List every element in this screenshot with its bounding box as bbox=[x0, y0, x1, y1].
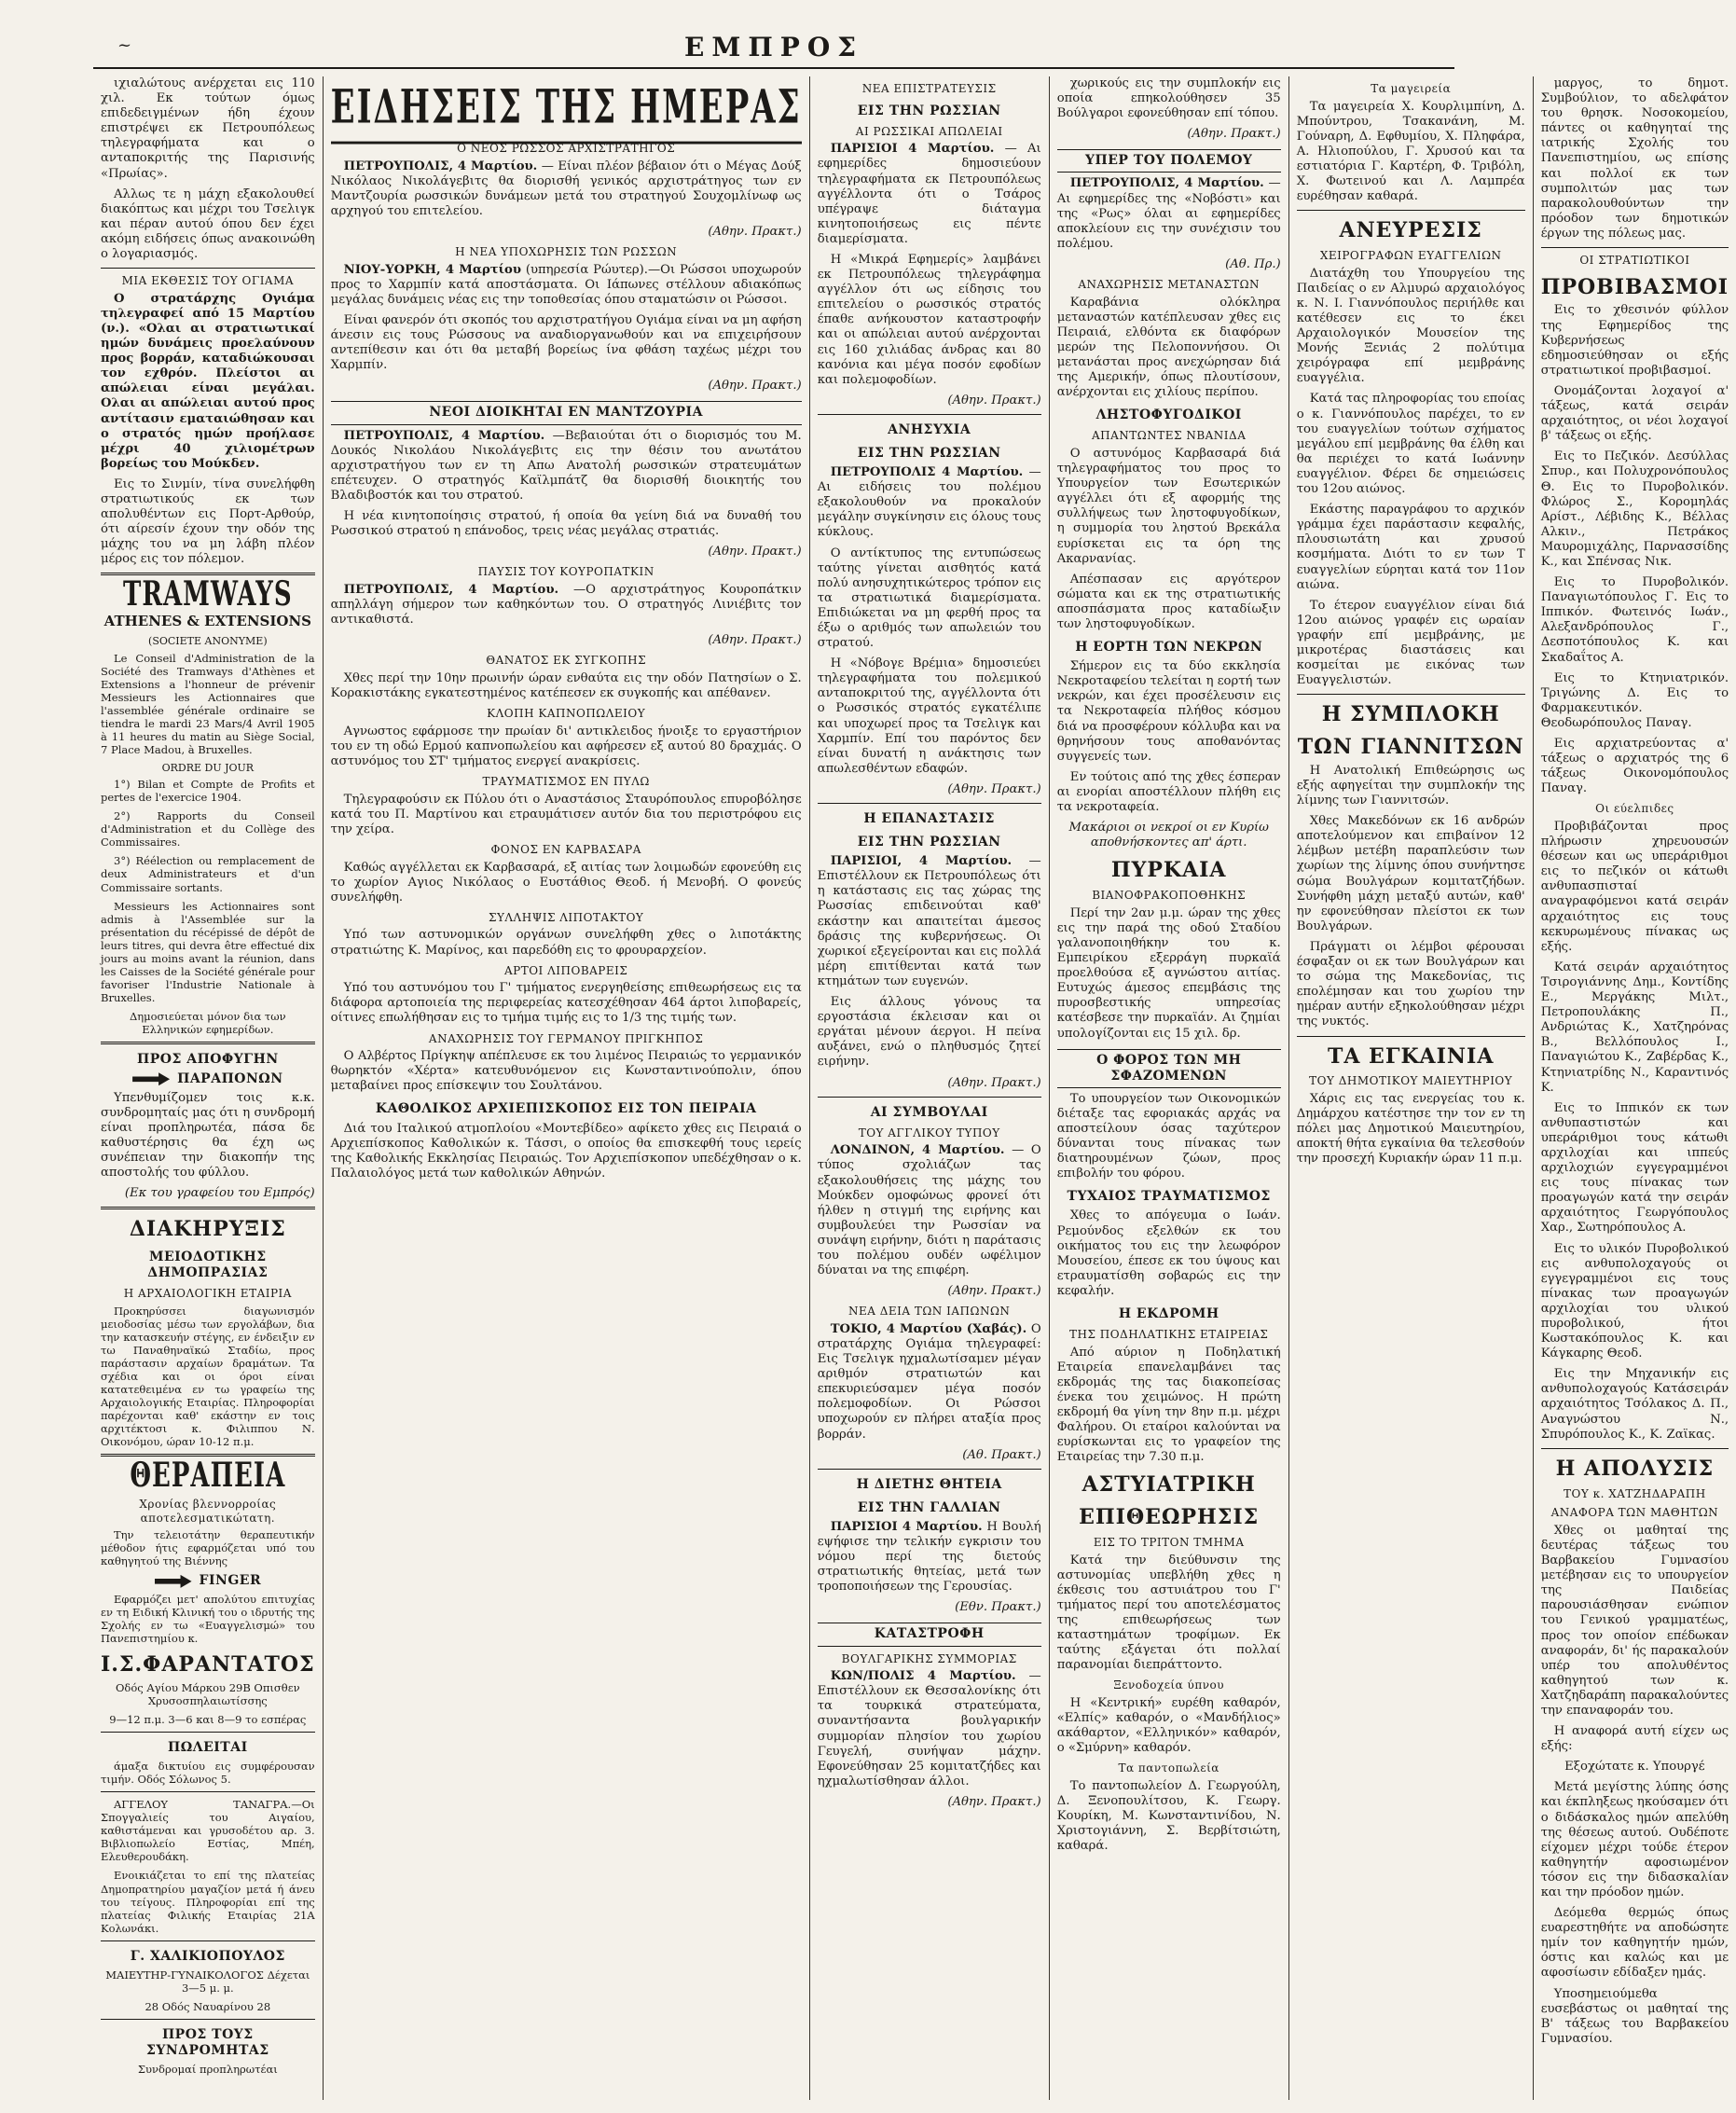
article-text: Προβιβάζονται προς πλήρωσιν χηρευουσών θέσεων και ως υπεράριθμοι εις το πεζικόν οι κάτωθι ανθυπασπισταί αναγραφόμενοι κατά σειράν αρχαιότητος εις τους κεκυρωμένους πίνακας ως εξής. bbox=[1540, 820, 1729, 954]
news-banner: ΕΙΔΗΣΕΙΣ ΤΗΣ ΗΜΕΡΑΣ bbox=[331, 76, 802, 145]
article-text: Χθες περί την 10ην πρωινήν ώραν ενθαύτα εις την οδόν Πατησίων ο Σ. Κορακιστάκης εγκατεστημένος κατέπεσεν εκ συγκοπής και απέθανεν. bbox=[330, 670, 802, 701]
headline: ΑΙ ΡΩΣΣΙΚΑΙ ΑΠΩΛΕΙΑΙ bbox=[855, 124, 1003, 138]
headline: ΜΕΙΟΔΟΤΙΚΗΣ ΔΗΜΟΠΡΑΣΙΑΣ bbox=[147, 1250, 269, 1281]
column-1 bbox=[93, 76, 323, 2100]
headline: ΠΥΡΚΑΙΑ bbox=[1110, 858, 1227, 883]
article-text: — Ο τύπος σχολιάζων τας εξακολουθήσεις της μάχης του Μούκδεν ομοφώνως φρονεί ότι ήλθεν η στιγμή της ειρήνης και συμβουλεύει την Ρωσσίαν να συνάψη ειρήνην, διότι η παράτασις του πολέμου ουδέν ωφέλιμον δύναται να της επιφέρη. bbox=[817, 1143, 1041, 1278]
article-text: — Αι εφημερίδες της «Νοβόστι» και της «Ρως» όλαι αι εφημερίδες αποκλείουν εις την συνέχισιν του πολέμου. bbox=[1056, 176, 1281, 251]
tramways-item: 3°) Réélection ou remplacement de deux Administrateurs et d'un Commissaire sortants. bbox=[101, 854, 315, 894]
article-text: Από αύριον η Ποδηλατική Εταιρεία επανελαμβάνει τας εκδρομάς της τας διακοπείσας ένεκα του χειμώνος. Η πρώτη εκδρομή θα γίνη την 8ην π.μ. μέχρι Φαλήρου. Οι εταίροι καλούνται να ευρίσκωνται εις το γραφείον της Εταιρείας την 7.30 π.μ. bbox=[1056, 1345, 1281, 1465]
article-text: Εις το υλικόν Πυροβολικού εις ανθυπολοχαγούς οι εγγεγραμμένοι εις τους πίνακας των προαγωγών αρχιλοχίαι του υλικού πυροβολικού, ήτοι Κωστακόπουλος Κ. και Κάγκαρης Θεοδ. bbox=[1540, 1241, 1729, 1361]
headline: Γ. ΧΑΛΙΚΙΟΠΟΥΛΟΣ bbox=[130, 1948, 285, 1964]
dateline: ΤΟΚΙΟ, 4 Μαρτίου (Χαβάς). bbox=[830, 1321, 1027, 1336]
headline: ΝΕΑ ΔΕΙΑ ΤΩΝ ΙΑΠΩΝΩΝ bbox=[847, 1305, 1011, 1319]
doctor-hours: 9—12 π.μ. 3—6 και 8—9 το εσπέρας bbox=[109, 1713, 307, 1727]
headline: Η ΑΡΧΑΙΟΛΟΓΙΚΗ ΕΤΑΙΡΙΑ bbox=[123, 1287, 292, 1301]
doctor-address: Οδός Αγίου Μάρκου 29Β Οπισθεν Χρυσοσπηλαιωτίσσης bbox=[116, 1681, 300, 1708]
article-text: Χθες το απόγευμα ο Ιωάν. Ρεμούνδος εξελθών εκ του οικήματος του εις την λεωφόρον Μουσείου, έπεσε εκ του ύψους και ετραυματίσθη σοβαρώς εις την κεφαλήν. bbox=[1056, 1208, 1281, 1298]
headline: FINGER bbox=[199, 1573, 262, 1589]
article-text: Ο αντίκτυπος της εντυπώσεως ταύτης γίνεται αισθητός κατά πολύ ανησυχητικώτερος τρόπον εις τα στρατιωτικά διαμερίσματα. Επιδιώκεται να μη φερθή προς τα έξω ο αριθμός των απωλειών του στρατού. bbox=[817, 546, 1041, 651]
headline: ΝΕΟΙ ΔΙΟΙΚΗΤΑΙ ΕΝ ΜΑΝΤΖΟΥΡΙΑ bbox=[331, 401, 802, 424]
headline: ΕΠΙΘΕΩΡΗΣΙΣ bbox=[1079, 1505, 1260, 1530]
headline: Η ΣΥΜΠΛΟΚΗ bbox=[1321, 702, 1500, 727]
dateline: ΠΕΤΡΟΥΠΟΛΙΣ, 4 Μαρτίου. bbox=[1069, 176, 1264, 191]
headline: ΕΙΣ ΤΗΝ ΓΑΛΛΙΑΝ bbox=[857, 1499, 1001, 1515]
subheadline: Οι εύελπιδες bbox=[1595, 802, 1674, 816]
source-tag: (Αθην. Πρακτ.) bbox=[708, 379, 802, 394]
source-tag: (Αθ. Πρ.) bbox=[1225, 256, 1281, 271]
subheadline: Τα μαγειρεία bbox=[1371, 82, 1452, 95]
dateline: ΠΑΡΙΣΙΟΙ 4 Μαρτίου. bbox=[830, 142, 995, 157]
article-text: Χθες Μακεδόνων εκ 16 ανδρών αποτελούμενον και επιβαίνον 12 λέμβων μετέβη παραπλεύσιν των χωρίων της λίμνης όπου συνήντησε σώμα Βουλγάρων κομιτατζήδων. Συνήφθη μάχη μεταξύ αυτών, καθ' ην εφονεύθησαν πλείστοι εκ των Βουλγάρων. bbox=[1296, 814, 1525, 933]
article-text: Η Ανατολική Επιθεώρησις ως εξής αφηγείται την συμπλοκήν της λίμνης των Γιαννιτσών. bbox=[1296, 763, 1525, 808]
column-5 bbox=[1288, 76, 1533, 2100]
divider bbox=[818, 1469, 1041, 1470]
article-text: άμαξα δικτυίου εις συμφέρουσαν τιμήν. Οδός Σόλωνος 5. bbox=[101, 1760, 315, 1787]
source-tag: (Αθην. Πρακτ.) bbox=[947, 1075, 1041, 1090]
article-text: (υπηρεσία Ρώυτερ).—Οι Ρώσσοι υποχωρούν προς το Χαρμπίν κατά αποστάσματα. Οι Ιάπωνες στέλλουν αδιακόπως μεγάλας δυνάμεις νέας εις την τοποθεσίας όπου σταματώσιν οι Ρώσσοι. bbox=[330, 262, 802, 307]
article-quote: Μακάριοι οι νεκροί οι εν Κυρίω αποθνήσκοντες απ' άρτι. bbox=[1068, 821, 1269, 850]
article-text: Περί την 2αν μ.μ. ώραν της χθες εις την παρά της οδού Σταδίου γαλανοποιηθήκην του κ. Εμπειρίκου εξερράγη πυρκαϊά προελθούσα εξ αγνώστου αιτίας. Ευτυχώς άμεσος επεμβάσις της πυροσβεστικής υπηρεσίας κατέσβεσε την πυρκαϊάν. Αι ζημίαι υπολογίζονται εις 15 χιλ. δρ. bbox=[1056, 905, 1281, 1041]
column-4 bbox=[1049, 76, 1288, 2100]
headline: Η ΔΙΕΤΗΣ ΘΗΤΕΙΑ bbox=[856, 1476, 1002, 1492]
headline: ΤΑ ΕΓΚΑΙΝΙΑ bbox=[1327, 1043, 1495, 1069]
dateline: ΠΕΤΡΟΥΠΟΛΙΣ, 4 Μαρτίου. bbox=[343, 428, 545, 443]
article-text: Διά του Ιταλικού ατμοπλοίου «Μοντεβίδεο» αφίκετο χθες εις Πειραιά ο Αρχιεπίσκοπος Καθολικών κ. Τάσσι, ο οποίος θα επισκεφθή τους ιερείς της Καθολικής Εκκλησίας Πειραιώς. Τον Αρχιεπίσκοπον υπεδέχθησαν ο κ. Παλαιολόγος μετά των καθολικών Αθηνών. bbox=[330, 1121, 802, 1181]
article-text: Η αναφορά αυτή είχεν ως εξής: bbox=[1540, 1724, 1729, 1754]
divider bbox=[818, 414, 1041, 415]
headline: ΤΥΧΑΙΟΣ ΤΡΑΥΜΑΤΙΣΜΟΣ bbox=[1067, 1189, 1271, 1205]
tramways-item: 1°) Bilan et Compte de Profits et pertes de l'exercice 1904. bbox=[101, 778, 315, 805]
divider bbox=[101, 1042, 315, 1044]
article-text: χωρικούς εις την συμπλοκήν εις οποία επηκολούθησεν 35 Βούλγαροι εφονεύθησαν επί τόπου. bbox=[1056, 76, 1281, 121]
headline: ΕΙΣ ΤΗΝ ΡΩΣΣΙΑΝ bbox=[857, 103, 1001, 118]
pointing-hand-icon bbox=[132, 1072, 170, 1085]
headline: ΟΙ ΣΤΡΑΤΙΩΤΙΚΟΙ bbox=[1579, 254, 1690, 268]
divider bbox=[101, 1207, 315, 1209]
article-text: Χθες οι μαθηταί της δευτέρας τάξεως του Βαρβακείου Γυμνασίου μετέβησαν εις το υπουργείον της Παιδείας παρουσιάσθησαν ενώπιον του Γενικού γραμματέως, προς τον οποίον επέδωκαν αναφοράν, δι' ής παρακαλούν υπέρ του απολυθέντος καθηγητού των κ. Χατζηδαράπη παρακαλούντες την επαναφοράν του. bbox=[1540, 1523, 1729, 1718]
headline: Η ΕΟΡΤΗ ΤΩΝ ΝΕΚΡΩΝ bbox=[1075, 640, 1263, 656]
source-tag: (Αθην. Πρακτ.) bbox=[947, 393, 1041, 407]
headline: ΤΟΥ ΑΓΓΛΙΚΟΥ ΤΥΠΟΥ bbox=[858, 1126, 1000, 1139]
article-text: Πράγματι οι λέμβοι φέρουσαι έσφαξαν οι εκ των Βουλγάρων και το σώμα της Μακεδονίας, τις επολέμησαν και του χωρίου την ημέραν αυτήν εξηκολούθησαν μέχρι της νυκτός. bbox=[1296, 939, 1525, 1029]
headline: ΥΠΕΡ ΤΟΥ ΠΟΛΕΜΟΥ bbox=[1057, 149, 1281, 173]
subheadline: Τα παντοπωλεία bbox=[1118, 1761, 1219, 1775]
headline: ΘΑΝΑΤΟΣ ΕΚ ΣΥΓΚΟΠΗΣ bbox=[486, 654, 647, 668]
article-text: —Ο αρχιστράτηγος Κουροπάτκιν απηλλάγη σήμερον των καθηκόντων του. Ο στρατηγός Λινιέβιτς τον αντικαθιστά. bbox=[330, 582, 802, 628]
tramways-title: TRAMWAYS bbox=[122, 575, 293, 615]
article-text: Είναι φανερόν ότι σκοπός του αρχιστρατήγου Ογιάμα είναι να μη αφήση άνεσιν εις τους Ρώσσους να αναδιοργανωθούν και να επιχειρήσουν αντεπίθεσιν και ότι θα μεταβή βορείως ίνα φθάση ταχέως μέχρι του Χαρμπίν. bbox=[330, 313, 802, 373]
headline: ΒΙΑΝΟΦΡΑΚΟΠΟΘΗΚΗΣ bbox=[1092, 889, 1247, 903]
article-text: Κατά την διεύθυνσιν της αστυνομίας υπεβλήθη χθες η έκθεσις του αστυιάτρου του Γ' τμήματος περί του αποτελέσματος της επιθεωρήσεως των καταστημάτων τροφίμων. Εκ ταύτης εξάγεται ότι πολλαί παρανομίαι διεπράττοντο. bbox=[1056, 1553, 1281, 1673]
headline: ΤΟΥ κ. ΧΑΤΖΗΔΑΡΑΠΗ bbox=[1564, 1486, 1706, 1500]
headline: ΒΟΥΛΓΑΡΙΚΗΣ ΣΥΜΜΟΡΙΑΣ bbox=[841, 1651, 1017, 1665]
headline: ΑΝΑΧΩΡΗΣΙΣ ΤΟΥ ΓΕΡΜΑΝΟΥ ΠΡΙΓΚΗΠΟΣ bbox=[428, 1031, 704, 1045]
headline: ΠΩΛΕΙΤΑΙ bbox=[168, 1740, 248, 1756]
headline: ΕΙΣ ΤΗΝ ΡΩΣΣΙΑΝ bbox=[857, 835, 1001, 850]
article-text: μαργος, το δημοτ. Συμβούλιον, το αδελφάτον του θρησκ. Νοσοκομείου, πάντες οι καθηγηταί της ιατρικής Σχολής του Πανεπιστημίου, ως επίσης και πολλοί εκ των συμπολιτών μας των παρακολουθούντων την πρόοδον των δημοτικών έργων της πόλεως μας. bbox=[1540, 76, 1729, 241]
dateline: ΠΑΡΙΣΙΟΙ, 4 Μαρτίου. bbox=[830, 854, 1013, 869]
headline: ΜΙΑ ΕΚΘΕΣΙΣ ΤΟΥ ΟΓΙΑΜΑ bbox=[121, 274, 295, 288]
headline: ΠΡΟΒΙΒΑΣΜΟΙ bbox=[1540, 274, 1729, 299]
article-text: — Αι εφημερίδες δημοσιεύουν τηλεγραφήματα εκ Πετρουπόλεως αγγέλλοντα ότι ο Τσάρος υπέγραψε διάταγμα κινητοποιήσεως εις πέντε διαμερίσματα. bbox=[817, 142, 1041, 246]
tramways-sign: Δημοσιεύεται μόνον δια των Ελληνικών εφημερίδων. bbox=[129, 1009, 286, 1036]
divider bbox=[1297, 1036, 1525, 1037]
article-text: Εις το Πυροβολικόν. Παναγιωτόπουλος Γ. Εις το Ιππικόν. Φωτεινός Ιωάν., Αλεξανδρόπουλος Γ., Δεσποτόπουλος Κ. και Σκαδαΐτος Α. bbox=[1540, 575, 1729, 665]
article-text: Η «Μικρά Εφημερίς» λαμβάνει εκ Πετρουπόλεως τηλεγράφημα αγγέλλον ότι ως είδησις του επιτελείου ο ρωσσικός στρατός έπαθε ανήκουστον καταστροφήν και οι απώλειαι αυτού ανέρχονται εις 160 χιλιάδας άνδρας και 80 κανόνια και μέγα ποσόν εφοδίων και πολεμοφοδίων. bbox=[817, 252, 1041, 387]
divider bbox=[1297, 694, 1525, 695]
article-text: Διατάχθη του Υπουργείου της Παιδείας ο εν Αλμυρώ αρχαιολόγος κ. Ν. Ι. Γιαννόπουλος περιήλθε και κατέθεσεν εις το έκει Αρχαιολογικόν Μουσείον της Μονής Ξενιάς 2 πολύτιμα χειρόγραφα επί μεμβράνης ευαγγέλια. bbox=[1296, 266, 1525, 386]
article-text: ΜΑΙΕΥΤΗΡ-ΓΥΝΑΙΚΟΛΟΓΟΣ Δέχεται 3—5 μ. μ. bbox=[105, 1968, 310, 1995]
headline: Η ΕΠΑΝΑΣΤΑΣΙΣ bbox=[863, 811, 995, 827]
headline: ΤΗΣ ΠΟΔΗΛΑΤΙΚΗΣ ΕΤΑΙΡΕΙΑΣ bbox=[1068, 1328, 1269, 1342]
tramways-subtitle: ATHENES & EXTENSIONS bbox=[103, 613, 312, 630]
source-tag: (Αθην. Πρακτ.) bbox=[708, 633, 802, 648]
article-text: Συνδρομαί προπληρωτέαι bbox=[137, 2062, 278, 2076]
article-text: Απέσπασαν εις αργότερον σώματα και εκ της στρατιωτικής αποσπάσματα προς καταδίωξιν των ληστοφυγοδίκων. bbox=[1056, 572, 1281, 632]
dateline: ΠΕΤΡΟΥΠΟΛΙΣ 4 Μαρτίου. bbox=[830, 465, 1024, 480]
source-tag: (Αθην. Πρακτ.) bbox=[947, 1284, 1041, 1299]
source-tag: (Αθ. Πρακτ.) bbox=[962, 1447, 1041, 1462]
article-text: Ενοικιάζεται το επί της πλατείας Δημοπρατηρίου μαγαζίον μετά ή άνευ του τείγους. Πληροφορίαι επί της πλατείας Φιλικής Εταιρίας 21Α Κολωνάκι. bbox=[101, 1869, 315, 1935]
article-text: Δεόμεθα θερμώς όπως ευαρεστηθήτε να αποδώσητε ημίν τον καθηγητήν ημών, όστις και καλώς και με αφοσίωσιν εδίδαξεν ημάς. bbox=[1540, 1906, 1729, 1981]
source-tag: (Εθν. Πρακτ.) bbox=[955, 1600, 1041, 1615]
divider bbox=[101, 1791, 315, 1792]
article-text: Ο Αλβέρτος Πρίγκηψ απέπλευσε εκ του λιμένος Πειραιώς το γερμανικόν θωρηκτόν «Χέρτα» κατευθυνόμενον εις Κωνσταντινούπολιν, όπου μεταβαίνει προς επίσκεψιν του Σουλτάνου. bbox=[330, 1049, 802, 1094]
tramways-item: 2°) Rapports du Conseil d'Administration et du Collège des Commissaires. bbox=[101, 809, 315, 849]
headline: Χρονίας βλεννορροίας αποτελεσματικώτατη. bbox=[139, 1497, 277, 1525]
headline: ΣΥΛΛΗΨΙΣ ΛΙΠΟΤΑΚΤΟΥ bbox=[488, 910, 644, 924]
article-text: Εξοχώτατε κ. Υπουργέ bbox=[1564, 1760, 1705, 1775]
article-text: Εις το Πεζικόν. Δεσύλλας Σπυρ., και Πολυχρονόπουλος Θ. Εις το Πυροβολικόν. Φλώρος Σ., Κορομηλάς Αρίστ., Λέβιδης Κ., Βέλλας Αλκιν., Πετράκος Μαυρομιχάλης, Παρνασσίδης Κ., και Σπένσας Νικ. bbox=[1540, 449, 1729, 569]
headline: ΑΠΑΝΤΩΝΤΕΣ ΝΒΑΝΙΔΑ bbox=[1092, 429, 1247, 443]
article-text: Εν τούτοις από της χθες έσπεραν αι ενορίαι αποστέλλουν πλήθη εις τα νεκροταφεία. bbox=[1056, 769, 1281, 815]
dateline: ΠΑΡΙΣΙΟΙ 4 Μαρτίου. bbox=[830, 1519, 983, 1534]
pointing-hand-icon bbox=[155, 1575, 192, 1588]
headline: ΝΕΑ ΕΠΙΣΤΡΑΤΕΥΣΙΣ bbox=[861, 82, 997, 95]
article-text: Υπό του αστυνόμου του Γ' τμήματος ενεργηθείσης επιθεωρήσεως εις τα διάφορα αρτοποιεία της περιφερείας κατεσχέθησαν 464 άρτοι λιποβαρείς, οίτινες επωλήθησαν εις το τμήμα τιμής εις το 1/3 της τιμής των. bbox=[330, 981, 802, 1026]
headline: Ο ΝΕΟΣ ΡΩΣΣΟΣ ΑΡΧΙΣΤΡΑΤΗΓΟΣ bbox=[457, 142, 676, 155]
tramways-order: ORDRE DU JOUR bbox=[161, 761, 255, 774]
article-text: —Επιστέλλουν εκ Πετρουπόλεως ότι η κατάστασις εις τας χώρας της Ρωσσίας επιδεινούται καθ' εκάστην και απαιτείται άμεσος δράσις της κυβερνήσεως. Οι χωρικοί εξεγείρονται και εις πολλά μέρη επιτίθενται κατά των κτημάτων των ευγενών. bbox=[817, 854, 1041, 988]
article-text: Αγνωστος εφάρμοσε την πρωίαν δι' αντικλειδος ήνοιξε το εργαστήριον του εν τη οδώ Ερμού καπνοπωλείου και αφήρεσεν εξ αυτού 80 δραχμάς. Ο αστυνόμος του ΣΤ' τμήματος ενεργεί ανακρίσεις. bbox=[330, 724, 802, 768]
article-text: Τα μαγειρεία Χ. Κουρλιμπίνη, Δ. Μπούντρου, Τσακανάνη, Μ. Γούναρη, Δ. Εφθυμίου, Χ. Πληφάρα, Α. Ηλιοπούλου, Γ. Χρυσού και τα εστιατόρια Γ. Καρτέρη, Φ. Τριβόλη, Χ. Φωτεινού και Λ. Λαμπρέα ευρέθησαν καθαρά. bbox=[1296, 99, 1525, 204]
divider bbox=[101, 1940, 315, 1941]
headline: ΑΣΤΥΙΑΤΡΙΚΗ bbox=[1082, 1472, 1256, 1498]
article-text: Εις το Σινμίν, τίνα συνελήφθη στρατιωτικούς εκ των απολυθέντων εις Πορτ-Αρθούρ, ότι αίρεσίν έχουν την οδόν της μάχης του να μη λάβη πλέον μέρος εις τον πόλεμον. bbox=[101, 476, 315, 567]
article-text: Εις την Μηχανικήν εις ανθυπολοχαγούς Κατάσειράν αρχαιότητος Τσόλακος Δ. Π., Αναγνώστου Ν., Σπυρόπουλος Κ., Κ. Ζαϊκας. bbox=[1540, 1367, 1729, 1442]
headline: ΕΙΣ ΤΗΝ ΡΩΣΣΙΑΝ bbox=[857, 446, 1001, 461]
headline: ΦΟΝΟΣ ΕΝ ΚΑΡΒΑΣΑΡΑ bbox=[490, 842, 641, 856]
headline: ΧΕΙΡΟΓΡΑΦΩΝ ΕΥΑΓΓΕΛΙΩΝ bbox=[1319, 249, 1502, 263]
avoid-heading bbox=[101, 1071, 315, 1087]
columns bbox=[93, 76, 1729, 2100]
article-text: Κατά σειράν αρχαιότητος Τσιρογιάννης Δημ., Κοντίδης Ε., Μεργάκης Μιλτ., Πετροπουλάκης Π., Ανδριώτας Κ., Χατζηρόνας Β., Βελλόπουλος Ι., Παναγιώτου Κ., Ζαβέρδας Κ., Κτηνιατρίδης Ν., Καραντινός Κ. bbox=[1540, 960, 1729, 1095]
headline: Η ΑΠΟΛΥΣΙΣ bbox=[1555, 1456, 1715, 1481]
headline: ΑΡΤΟΙ ΛΙΠΟΒΑΡΕΙΣ bbox=[503, 963, 628, 977]
article-text: Καραβάνια ολόκληρα μεταναστών κατέπλευσαν χθες εις Πειραιά, ελθόντα εκ διαφόρων μερών της Πελοποννήσου. Οι μετανάσται προς ανεχώρησαν διά της Αμερικήν, όπως πλουτίσουν, ανέρχονται εις χιλίους περίπου. bbox=[1056, 295, 1281, 400]
divider bbox=[818, 803, 1041, 804]
source-tag: (Αθην. Πρακτ.) bbox=[708, 545, 802, 559]
article-text: Την τελειοτάτην θεραπευτικήν μέθοδον ήτις εφαρμόζεται υπό του καθηγητού της Βιέννης bbox=[101, 1528, 315, 1568]
dateline: ΛΟΝΔΙΝΟΝ, 4 Μαρτίου. bbox=[830, 1143, 1005, 1158]
doctor-name: Ι.Σ.ΦΑΡΑΝΤΑΤΟΣ bbox=[101, 1652, 315, 1678]
article-text: Ο αστυνόμος Καρβασαρά διά τηλεγραφήματος του προς το Υπουργείον των Εσωτερικών αγγέλλει ότι εξ αφορμής της συλλήψεως των ληστοφυγοδίκων, η συμμορία του ληστού Βρεκάλα ευρίσκεται εις τα όρη της Ακαρνανίας. bbox=[1056, 447, 1281, 566]
headline: ΚΑΤΑΣΤΡΟΦΗ bbox=[818, 1623, 1041, 1646]
source-tag: (Αθην. Πρακτ.) bbox=[708, 225, 802, 239]
headline: ΠΡΟΣ ΤΟΥΣ ΣΥΝΔΡΟΜΗΤΑΣ bbox=[145, 2026, 269, 2058]
article-text: Υποσημειούμεθα ευσεβάστως οι μαθηταί της Β' τάξεως του Βαρβακείου Γυμνασίου. bbox=[1540, 1986, 1729, 2046]
article-text: Προκηρύσσει διαγωνισμόν μειοδοσίας μέσω των εργολάβων, δια την κατασκευήν στέγης, εν ένδειξιν εν τω Παναθηναϊκώ Σταδίω, προς παράστασιν αρχαίων δραμάτων. Τα σχέδια και οι όροι είναι κατατεθειμένα εν τω γραφείω της Αρχαιολογικής Εταιρίας. Πληροφορίαι παρέχονται καθ' εκάστην εν τοις αρχιτέκτοσι κ. Φιλιππου Ν. Οικονόμου, ώραν 10-12 π.μ. bbox=[101, 1305, 315, 1449]
article-text: Η «Κεντρική» ευρέθη καθαρόν, «Ελπίς» καθαρόν, ο «Μανδήλιος» ακάθαρτον, «Ελληνικόν» καθαρόν, ο «Σμύρνη» καθαρόν. bbox=[1056, 1696, 1281, 1756]
headline: ΛΗΣΤΟΦΥΓΟΔΙΚΟΙ bbox=[1095, 407, 1242, 423]
article-text: Το έτερον ευαγγέλιον είναι διά 12ου αιώνος γραφέν εις ωραίαν γραφήν επί μεμβράνης, με μικροτέρας διαστάσεις και κοσμείται με εικόνας των Ευαγγελιστών. bbox=[1296, 598, 1525, 688]
column-2 bbox=[323, 76, 809, 2100]
article-text: 28 Οδός Ναυαρίνου 28 bbox=[145, 1999, 271, 2013]
headline: ΚΑΘΟΛΙΚΟΣ ΑΡΧΙΕΠΙΣΚΟΠΟΣ ΕΙΣ ΤΟΝ ΠΕΙΡΑΙΑ bbox=[375, 1101, 757, 1117]
article-text: —Επιστέλλουν εκ Θεσσαλονίκης ότι τα τουρκικά στρατεύματα, συναντήσαντα βουλγαρικήν συμμορίαν πλησίον του χωρίου Γευγελή, συνήψαν μάχην. Εφονεύθησαν 25 κομιτατζήδες και ηχμαλωτίσθησαν άλλοι. bbox=[817, 1669, 1041, 1788]
article-text: Καθώς αγγέλλεται εκ Καρβασαρά, εξ αιτίας των λοιμωδών εφονεύθη εις το χωρίον Αγιος Νικόλαος ο Ευστάθιος Θεοδ. ή Μενοβή. Ο φονεύς συνελήφθη. bbox=[330, 860, 802, 905]
article-text: Τηλεγραφούσιν εκ Πύλου ότι ο Αναστάσιος Σταυρόπουλος επυροβόλησε κατά του Π. Μαρτίνου και ετραυμάτισεν αυτόν δια του περιστρόφου εις την χείρα. bbox=[330, 792, 802, 836]
headline: ΑΝΗΣΥΧΙΑ bbox=[888, 421, 971, 437]
article-text: Το υπουργείον των Οικονομικών διέταξε τας εφοριακάς αρχάς να αποστείλουν όσας ταχύτερον δύνανται τους πίνακας των διατηρουμένων ζώων, προς επιβολήν του φόρου. bbox=[1056, 1091, 1281, 1181]
dateline: ΝΙΟΥ-ΥΟΡΚΗ, 4 Μαρτίου bbox=[343, 262, 521, 277]
article-text: ΑΓΓΕΛΟΥ ΤΑΝΑΓΡΑ.—Οι Σπογγαλιείς του Αιγαίου, καθιστάμεναι και γρυσοδέτου αρ. 3. Βιβλιοπωλείο Εστίας, Μπέη, Ελευθερουδάκη. bbox=[101, 1798, 315, 1864]
tramways-note: Messieurs les Actionnaires sont admis à l'Assemblée sur la présentation du récépissé de dépôt de leurs titres, qui devra être effectué dix jours au moins avant la réunion, dans les Caisses de la Société générale pour favoriser l'Industrie Nationale à Bruxelles. bbox=[101, 899, 315, 1004]
source-tag: (Αθην. Πρακτ.) bbox=[947, 781, 1041, 796]
article-text: Εκάστης παραγράφου το αρχικόν γράμμα έχει παράστασιν κεφαλής, πλουσιωτάτη και χρυσού κοσμήματα. Διότι το εν των Τ ευαγγελίων εύρηται κατά τον 11ον αιώνα. bbox=[1296, 503, 1525, 592]
headline: ΤΡΑΥΜΑΤΙΣΜΟΣ ΕΝ ΠΥΛΩ bbox=[482, 775, 650, 789]
article-text: Εις άλλους γόνους τα εργοστάσια έκλεισαν και οι εργάται μένουν άεργοι. Η πείνα αυξάνει, ενώ ο πληθυσμός ζητεί ειρήνην. bbox=[817, 995, 1041, 1070]
headline: ΑΝΕΥΡΕΣΙΣ bbox=[1339, 218, 1482, 243]
headline: Η ΝΕΑ ΥΠΟΧΩΡΗΣΙΣ ΤΩΝ ΡΩΣΣΩΝ bbox=[455, 245, 678, 259]
headline: ΠΑΥΣΙΣ ΤΟΥ ΚΟΥΡΟΠΑΤΚΙΝ bbox=[477, 565, 654, 579]
tramways-society: (SOCIETE ANONYME) bbox=[148, 635, 268, 648]
column-6 bbox=[1533, 76, 1736, 2100]
headline: ΑΝΑΦΟΡΑ ΤΩΝ ΜΑΘΗΤΩΝ bbox=[1550, 1506, 1719, 1520]
tramways-notice: Le Conseil d'Administration de la Société des Tramways d'Athènes et Extensions a l'honneur de prévenir Messieurs les Actionnaires que l'assemblée générale ordinaire se tiendra le mardi 23 Mars/4 Avril 1905 à 11 heures du matin au Siège Social, 7 Place Madou, à Bruxelles. bbox=[101, 651, 315, 756]
masthead-mark: ~ bbox=[117, 35, 132, 55]
article-text: Η «Νόβογε Βρέμια» δημοσιεύει τηλεγραφήματα του πολεμικού ανταποκριτού της, αγγέλλοντα ότι ο Ρωσσικός στρατός εγκατέλιπε και υποχωρεί προς τα Τσελιγκ και Χαρμπίν. Επί του παρόντος δεν είναι δυνατή η ανάκτησις των απωλεσθέντων εδαφών. bbox=[817, 656, 1041, 776]
dateline: ΚΩΝ/ΠΟΛΙΣ 4 Μαρτίου. bbox=[830, 1669, 1016, 1684]
dateline: ΠΕΤΡΟΥΠΟΛΙΣ, 4 Μαρτίου. bbox=[343, 159, 538, 173]
headline: ΔΙΑΚΗΡΥΞΙΣ bbox=[129, 1217, 286, 1242]
divider bbox=[1541, 1448, 1729, 1449]
article-text: Η νέα κινητοποίησις στρατού, ή οποία θα γείνη διά να δυναθή του Ρωσσικού στρατού η επάνοδος, τρεις νέας μεγάλας στρατιάς. bbox=[330, 509, 802, 539]
divider bbox=[1297, 210, 1525, 211]
article-text: Εφαρμόζει μετ' απολύτου επιτυχίας εν τη Ειδική Κλινική του ο ιδρυτής της Σχολής εν τω «Ευαγγελισμώ» του Πανεπιστημίου κ. bbox=[101, 1593, 315, 1646]
headline: ΕΙΣ ΤΟ ΤΡΙΤΟΝ ΤΜΗΜΑ bbox=[1093, 1536, 1245, 1550]
article-text: —Αι ειδήσεις του πολέμου εξακολουθούν να προκαλούν μεγάλην συγκίνησιν εις όλους τους κύκλους. bbox=[817, 465, 1041, 540]
dateline: ΠΕΤΡΟΥΠΟΛΙΣ, 4 Μαρτίου. bbox=[343, 582, 559, 597]
article-text: Ο στρατάρχης Ογιάμα τηλεγραφεί: Εις Τσελιγκ ηχμαλωτίσαμεν μέγαν αριθμόν στρατιωτών και επεκυριεύσαμεν μέγα ποσόν πολεμοφοδίων. Οι Ρώσσοι υποχωρούν εν πλήρει αταξία προς βορράν. bbox=[817, 1321, 1041, 1442]
source-tag: (Αθην. Πρακτ.) bbox=[947, 1794, 1041, 1809]
headline: ΤΩΝ ΓΙΑΝΝΙΤΣΩΝ bbox=[1297, 735, 1524, 760]
article-text: Ονομάζονται λοχαγοί α' τάξεως, κατά σειράν αρχαιότητος, οι νέοι λοχαγοί β' τάξεως οι εξής. bbox=[1540, 383, 1729, 444]
article-text: Ο στρατάρχης Ογιάμα τηλεγραφεί από 15 Μαρτίου (ν.). «Ολαι αι στρατιωτικαί ημών δυνάμεις προελαύνουν προς βορράν, καταδιώκουσαι τον εχθρόν. Πλείστοι αι απώλειαι είναι μεγάλαι. Ολαι αι απώλειαι αυτού προς αντίτασιν εματαιώθησαν και ο στρατός ημών προήλασε μέχρι 40 χιλιομέτρων βορείως του Μούκδεν. bbox=[101, 291, 315, 471]
column-3 bbox=[809, 76, 1049, 2100]
headline: ΑΝΑΧΩΡΗΣΙΣ ΜΕΤΑΝΑΣΤΩΝ bbox=[1078, 278, 1261, 292]
article-text: Υπό των αστυνομικών οργάνων συνελήφθη χθες ο λιποτάκτης στρατιώτης Κ. Μαρίνος, και παρεδόθη εις το φρουραρχείον. bbox=[330, 928, 802, 958]
divider bbox=[1541, 247, 1729, 248]
article-text: Εις αρχιατρεύοντας α' τάξεως ο αρχιατρός της 6 τάξεως Οικονομόπουλος Παναγ. bbox=[1540, 737, 1729, 796]
headline: Ο ΦΟΡΟΣ ΤΩΝ ΜΗ ΣΦΑΖΟΜΕΝΩΝ bbox=[1057, 1049, 1281, 1088]
article-text: Χάρις εις τας ενεργείας του κ. Δημάρχου κατέστησε την τον εν τη πόλει μας Δημοτικού Μαιευτηρίου, αποκτή θήτα εγκαίνια θα τελεσθούν την προσεχή Κυριακήν ώραν 11 π.μ. bbox=[1296, 1091, 1525, 1167]
headline: ΠΑΡΑΠΟΝΩΝ bbox=[177, 1070, 283, 1086]
divider bbox=[101, 1732, 315, 1733]
headline: ΠΡΟΣ ΑΠΟΦΥΓΗΝ bbox=[137, 1051, 279, 1067]
article-text: Εις το χθεσινόν φύλλον της Εφημερίδος της Κυβερνήσεως εδημοσιεύθησαν οι εξής στρατιωτικοί προβιβασμοί. bbox=[1540, 303, 1729, 378]
newspaper-title: ΕΜΠΡΟΣ bbox=[683, 31, 864, 62]
source-tag: (Αθην. Πρακτ.) bbox=[1187, 127, 1281, 142]
headline: ΤΟΥ ΔΗΜΟΤΙΚΟΥ ΜΑΙΕΥΤΗΡΙΟΥ bbox=[1309, 1074, 1513, 1088]
article-text: Εις το Ιππικόν εκ των ανθυπαστιστών και υπεράριθμοι τους κάτωθι αρχιλοχίαι και ιππεύς αρχιλοχιών εγγεγραμμένοι εις τους πίνακας των προαγωγών κατά την σειράν αρχαιότητος Γεωργόπουλος Χαρ., Σωτηρόπουλος Α. bbox=[1540, 1100, 1729, 1236]
article-text: ιχιαλώτους ανέρχεται εις 110 χιλ. Εκ τούτων όμως επιδεδειγμένων ήδη έχουν επιστρέψει εκ Πετρουπόλεως τηλεγραφήματα και ο ανταποκριτής της Παρισινής «Πρωίας». bbox=[101, 76, 315, 181]
article-text: Κατά τας πληροφορίας του εποίας ο κ. Γιαννόπουλος παρέχει, το εν του ευαγγελίων τούτων σχήματος μεγάλου επί μεμβράνης θα έλθη και θα περιέχει το κατά Ιωάννην ευαγγέλιον. Φέρει δε σημειώσεις του 12ου αιώνος. bbox=[1296, 392, 1525, 497]
divider bbox=[101, 2019, 315, 2020]
article-text: Εις το Κτηνιατρικόν. Τριγώνης Δ. Εις το Φαρμακευτικόν. Θεοδωρόπουλος Παναγ. bbox=[1540, 670, 1729, 730]
headline: ΑΙ ΣΥΜΒΟΥΛΑΙ bbox=[870, 1104, 988, 1120]
article-text: Το παντοπωλείον Δ. Γεωργούλη, Δ. Ξενοπουλίτσου, Κ. Γεωργ. Κουρίκη, Μ. Κωνσταντινίδου, Ν. Χριστογιάννη, Σ. Βερβίτσιώτη, καθαρά. bbox=[1056, 1779, 1281, 1854]
masthead bbox=[93, 26, 1454, 69]
article-text: Σήμερον εις τα δύο εκκλησία Νεκροταφείου τελείται η εορτή των νεκρών, και έχει προσέλευσιν εις τα Νεκροταφεία πλήθος κόσμου διά να προσφέρουν κόλλυβα και να θρηνήσουν τους αποθανόντας συγγενείς των. bbox=[1056, 659, 1281, 764]
finger-ad bbox=[101, 1573, 315, 1589]
divider bbox=[818, 1097, 1041, 1098]
article-text: — Είναι πλέον βέβαιον ότι ο Μέγας Δούξ Νικόλαος Νικολάγεβιτς θα διορισθή γενικός αρχιστράτηγος των εν Μαντζουρία ρωσσικών δυνάμεων μετά του στρατηγού Σουχομλίνωφ ως αρχηγού του επιτελείου. bbox=[330, 159, 802, 218]
article-text: Αλλως τε η μάχη εξακολουθεί διακόπτως και μέχρι του Τσελιγκ και πέραν αυτού όπου δεν έχει ακόμη ειδήσεις όπως ανακοινώθη ο λογαριασμός. bbox=[101, 186, 315, 262]
article-text: —Βεβαιούται ότι ο διορισμός του Μ. Δουκός Νικολάου Νικολάγεβιτς εις την θέσιν του ανωτάτου αρχιστρατήγου των εν τη Απω Ανατολή ρωσσικών στρατευμάτων επέτευχεν. Ο στρατηγός Καϊλμπάτζ θα διορισθή διοικητής του Βλαδιβοστόκ και του στρατού. bbox=[330, 428, 802, 503]
subheadline: Ξενοδοχεία ύπνου bbox=[1113, 1678, 1225, 1692]
article-text: Υπενθυμίζομεν τοις κ.κ. συνδρομηταίς μας ότι η συνδρομή είναι προπληρωτέα, πάσα δε καθυστέρησις θα έχη ως συνέπειαν την διακοπήν της αποστολής του φύλλου. bbox=[101, 1090, 315, 1181]
article-text: Η Βουλή εψήφισε την τελικήν εγκρισιν του νόμου περί της διετούς στρατιωτικής θητείας, μετά των τροποποιήσεων της Γερουσίας. bbox=[817, 1519, 1041, 1595]
therapy-title: ΘΕΡΑΠΕΙΑ bbox=[130, 1456, 286, 1496]
headline: ΚΛΟΠΗ ΚΑΠΝΟΠΩΛΕΙΟΥ bbox=[487, 707, 646, 721]
divider bbox=[101, 268, 315, 269]
signature: (Εκ του γραφείου του Εμπρός) bbox=[124, 1186, 315, 1201]
article-text: Μετά μεγίστης λύπης όσης και έκπληξεως ηκούσαμεν ότι ο διδάσκαλος ημών απελύθη της θέσεως αυτού. Ουδέποτε είχομεν μέχρι τούδε έτερον καθηγητήν αφοσιωμένον τόσον εις την διδασκαλίαν και την πρόοδον ημών. bbox=[1540, 1780, 1729, 1899]
headline: Η ΕΚΔΡΟΜΗ bbox=[1118, 1305, 1219, 1321]
